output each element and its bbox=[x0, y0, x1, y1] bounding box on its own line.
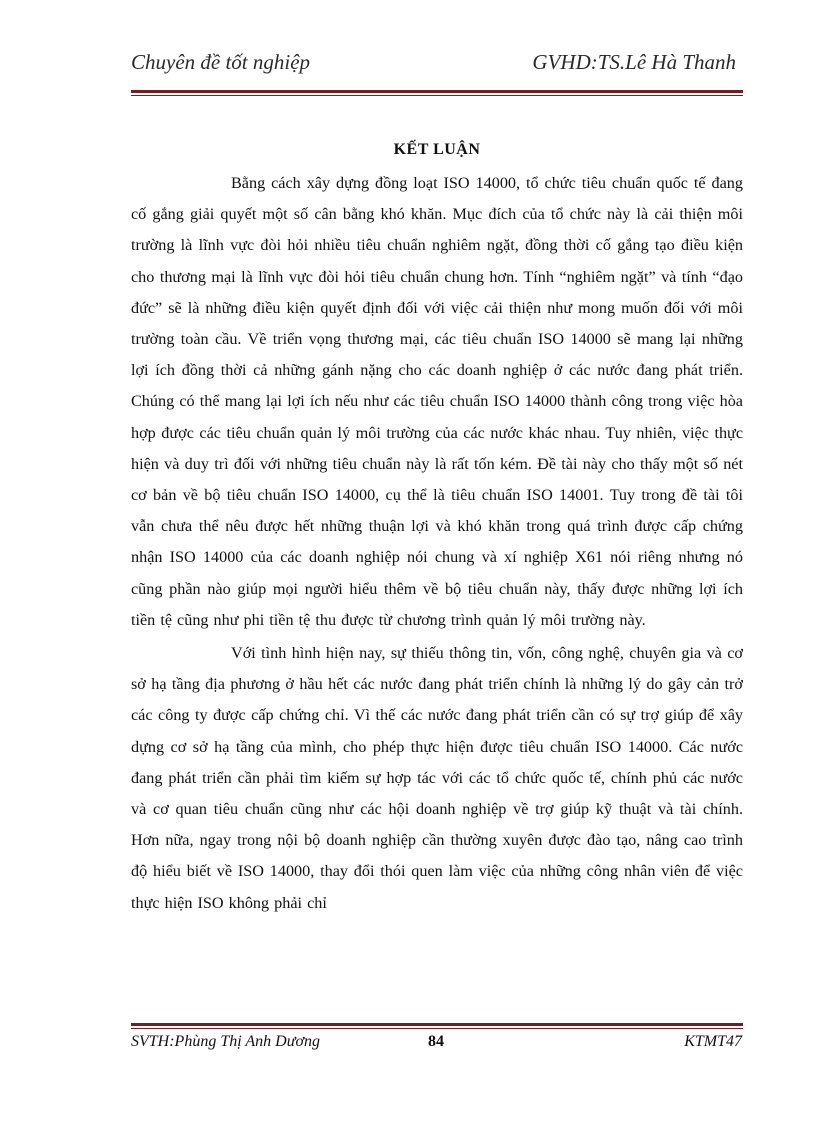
footer-author: SVTH:Phùng Thị Anh Dương bbox=[131, 1033, 320, 1050]
header-right-text: GVHD:TS.Lê Hà Thanh bbox=[532, 50, 736, 74]
paragraph: Bằng cách xây dựng đồng loạt ISO 14000, tổ chức tiêu chuẩn quốc tế đang cố gắng giải quyết một số cân bằng khó khăn. Mục đích của tổ chức này là cải thiện môi trường là lĩnh vực đòi hỏi nhiều tiêu chuẩn nghiêm ngặt, đồng thời cố gắng tạo điều kiện cho thương mại là lĩnh vực đòi hỏi tiêu chuẩn chung hơn. Tính “nghiêm ngặt” và tính “đạo đức” sẽ là những điều kiện quyết định đối với việc cải thiện như mong muốn đối với môi trường toàn cầu. Về triển vọng thương mại, các tiêu chuẩn ISO 14000 sẽ mang lại những lợi ích đồng thời cả những gánh nặng cho các doanh nghiệp ở các nước đang phát triển. Chúng có thể mang lại lợi ích nếu như các tiêu chuẩn ISO 14000 thành công trong việc hòa hợp được các tiêu chuẩn quản lý môi trường của các nước khác nhau. Tuy nhiên, việc thực hiện và duy trì đối với những tiêu chuẩn này là rất tốn kém. Đề tài này cho thấy một số nét cơ bản về bộ tiêu chuẩn ISO 14000, cụ thể là tiêu chuẩn ISO 14001. Tuy trong đề tài tôi vẫn chưa thể nêu được hết những thuận lợi và khó khăn trong quá trình được cấp chứng nhận ISO 14000 của các doanh nghiệp nói chung và xí nghiệp X61 nói riêng nhưng nó cũng phần nào giúp mọi người hiểu thêm về bộ tiêu chuẩn này, thấy được những lợi ích tiền tệ cũng như phi tiền tệ thu được từ chương trình quản lý môi trường này. bbox=[131, 174, 743, 629]
body-text bbox=[131, 168, 743, 921]
header-left-text: Chuyên đề tốt nghiệp bbox=[131, 50, 311, 74]
page-number: 84 bbox=[428, 1033, 444, 1050]
footer-rule bbox=[131, 1023, 743, 1029]
paragraph: Với tình hình hiện nay, sự thiếu thông tin, vốn, công nghệ, chuyên gia và cơ sở hạ tầng địa phương ở hầu hết các nước đang phát triển chính là những lý do gây cản trở các công ty được cấp chứng chỉ. Vì thế các nước đang phát triển cần có sự trợ giúp để xây dựng cơ sở hạ tầng của mình, cho phép thực hiện được tiêu chuẩn ISO 14000. Các nước đang phát triển cần phải tìm kiếm sự hợp tác với các tổ chức quốc tế, chính phủ các nước và cơ quan tiêu chuẩn cũng như các hội doanh nghiệp về trợ giúp kỹ thuật và tài chính. Hơn nữa, ngay trong nội bộ doanh nghiệp cần thường xuyên được đào tạo, nâng cao trình độ hiểu biết về ISO 14000, thay đổi thói quen làm việc của những công nhân viên để việc thực hiện ISO không phải chỉ bbox=[131, 644, 743, 912]
page-title: KẾT LUẬN bbox=[393, 141, 481, 158]
footer-class-code: KTMT47 bbox=[684, 1033, 742, 1050]
header-rule bbox=[131, 90, 743, 96]
